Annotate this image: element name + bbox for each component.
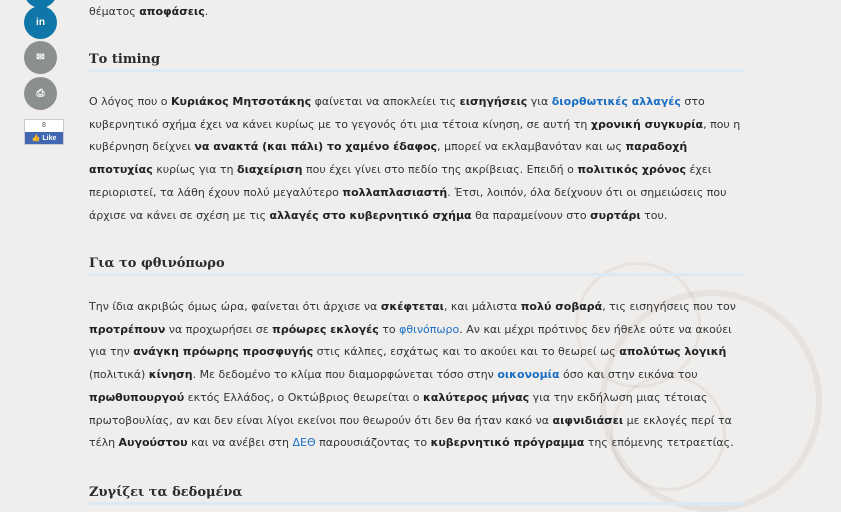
print-button[interactable] xyxy=(24,77,57,110)
link-deth[interactable]: ΔΕΘ xyxy=(292,436,316,450)
section-heading-weigh: Ζυγίζει τα δεδομένα xyxy=(89,485,744,505)
previous-paragraph-fragment: θέματος αποφάσεις. xyxy=(89,5,209,18)
facebook-like-widget[interactable] xyxy=(24,119,64,145)
paragraph-autumn: Την ίδια ακριβώς όμως ώρα, φαίνεται ότι άρχισε να σκέφτεται, και μάλιστα πολύ σοβαρά, τις εισηγήσεις που τον προτρέπουν να προχωρήσει σε πρόωρες εκλογές το φθινόπωρο. Αν και μέχρι πρότινος δεν ήθελε ούτε να ακούει για την ανάγκη πρόωρης προσφυγής στις κάλπες, εσχάτως και το ακούει και το θεωρεί ως απολύτως λογική (πολιτικά) κίνηση. Με δεδομένο το κλίμα που διαμορφώνεται τόσο στην οικονομία όσο και στην εικόνα του πρωθυπουργού εκτός Ελλάδος, ο Οκτώβριος θεωρείται ο καλύτερος μήνας για την εκδήλωση μιας τέτοιας πρωτοβουλίας, αν και δεν είναι λίγοι εκείνοι που θεωρούν ότι δεν θα ήταν κακό να αιφνιδιάσει με εκλογές περί τα τέλη Αυγούστου και να ανέβει στη ΔΕΘ παρουσιάζοντας το κυβερνητικό πρόγραμμα της επόμενης τετραετίας. xyxy=(89,300,736,450)
like-label: Like xyxy=(42,134,57,142)
linkedin-share-button[interactable] xyxy=(24,6,57,39)
thumbs-up-icon: 👍 xyxy=(31,135,41,142)
link-economy[interactable]: οικονομία xyxy=(497,368,560,382)
section-heading-timing: Το timing xyxy=(89,52,744,72)
paragraph-timing: Ο λόγος που ο Κυριάκος Μητσοτάκης φαίνεται να αποκλείει τις εισηγήσεις για διορθωτικές αλλαγές στο κυβερνητικό σχήμα έχει να κάνει κυρίως με το γεγονός ότι μια τέτοια κίνηση, σε αυτή τη χρονική συγκυρία, που η κυβέρνηση δείχνει να ανακτά (και πάλι) το χαμένο έδαφος, μπορεί να εκλαμβανόταν και ως παραδοχή αποτυχίας κυρίως για τη διαχείριση που έχει γίνει στο πεδίο της ακρίβειας. Επειδή ο πολιτικός χρόνος έχει περιοριστεί, τα λάθη έχουν πολύ μεγαλύτερο πολλαπλασιαστή. Έτσι, λοιπόν, όλα δείχνουν ότι οι σημειώσεις που άρχισε να κάνει σε σχέση με τις αλλαγές στο κυβερνητικό σχήμα θα παραμείνουν στο συρτάρι του. xyxy=(89,95,741,222)
section-heading-autumn: Για το φθινόπωρο xyxy=(89,256,744,276)
envelope-icon: ✉ xyxy=(36,52,45,63)
like-count: 8 xyxy=(42,122,46,129)
linkedin-icon: in xyxy=(36,17,45,28)
link-corrective-changes[interactable]: διορθωτικές αλλαγές xyxy=(551,95,681,108)
printer-icon: ⎙ xyxy=(36,88,45,99)
link-autumn[interactable]: φθινόπωρο xyxy=(399,322,460,336)
email-share-button[interactable] xyxy=(24,41,57,74)
facebook-like-button[interactable] xyxy=(25,132,63,144)
